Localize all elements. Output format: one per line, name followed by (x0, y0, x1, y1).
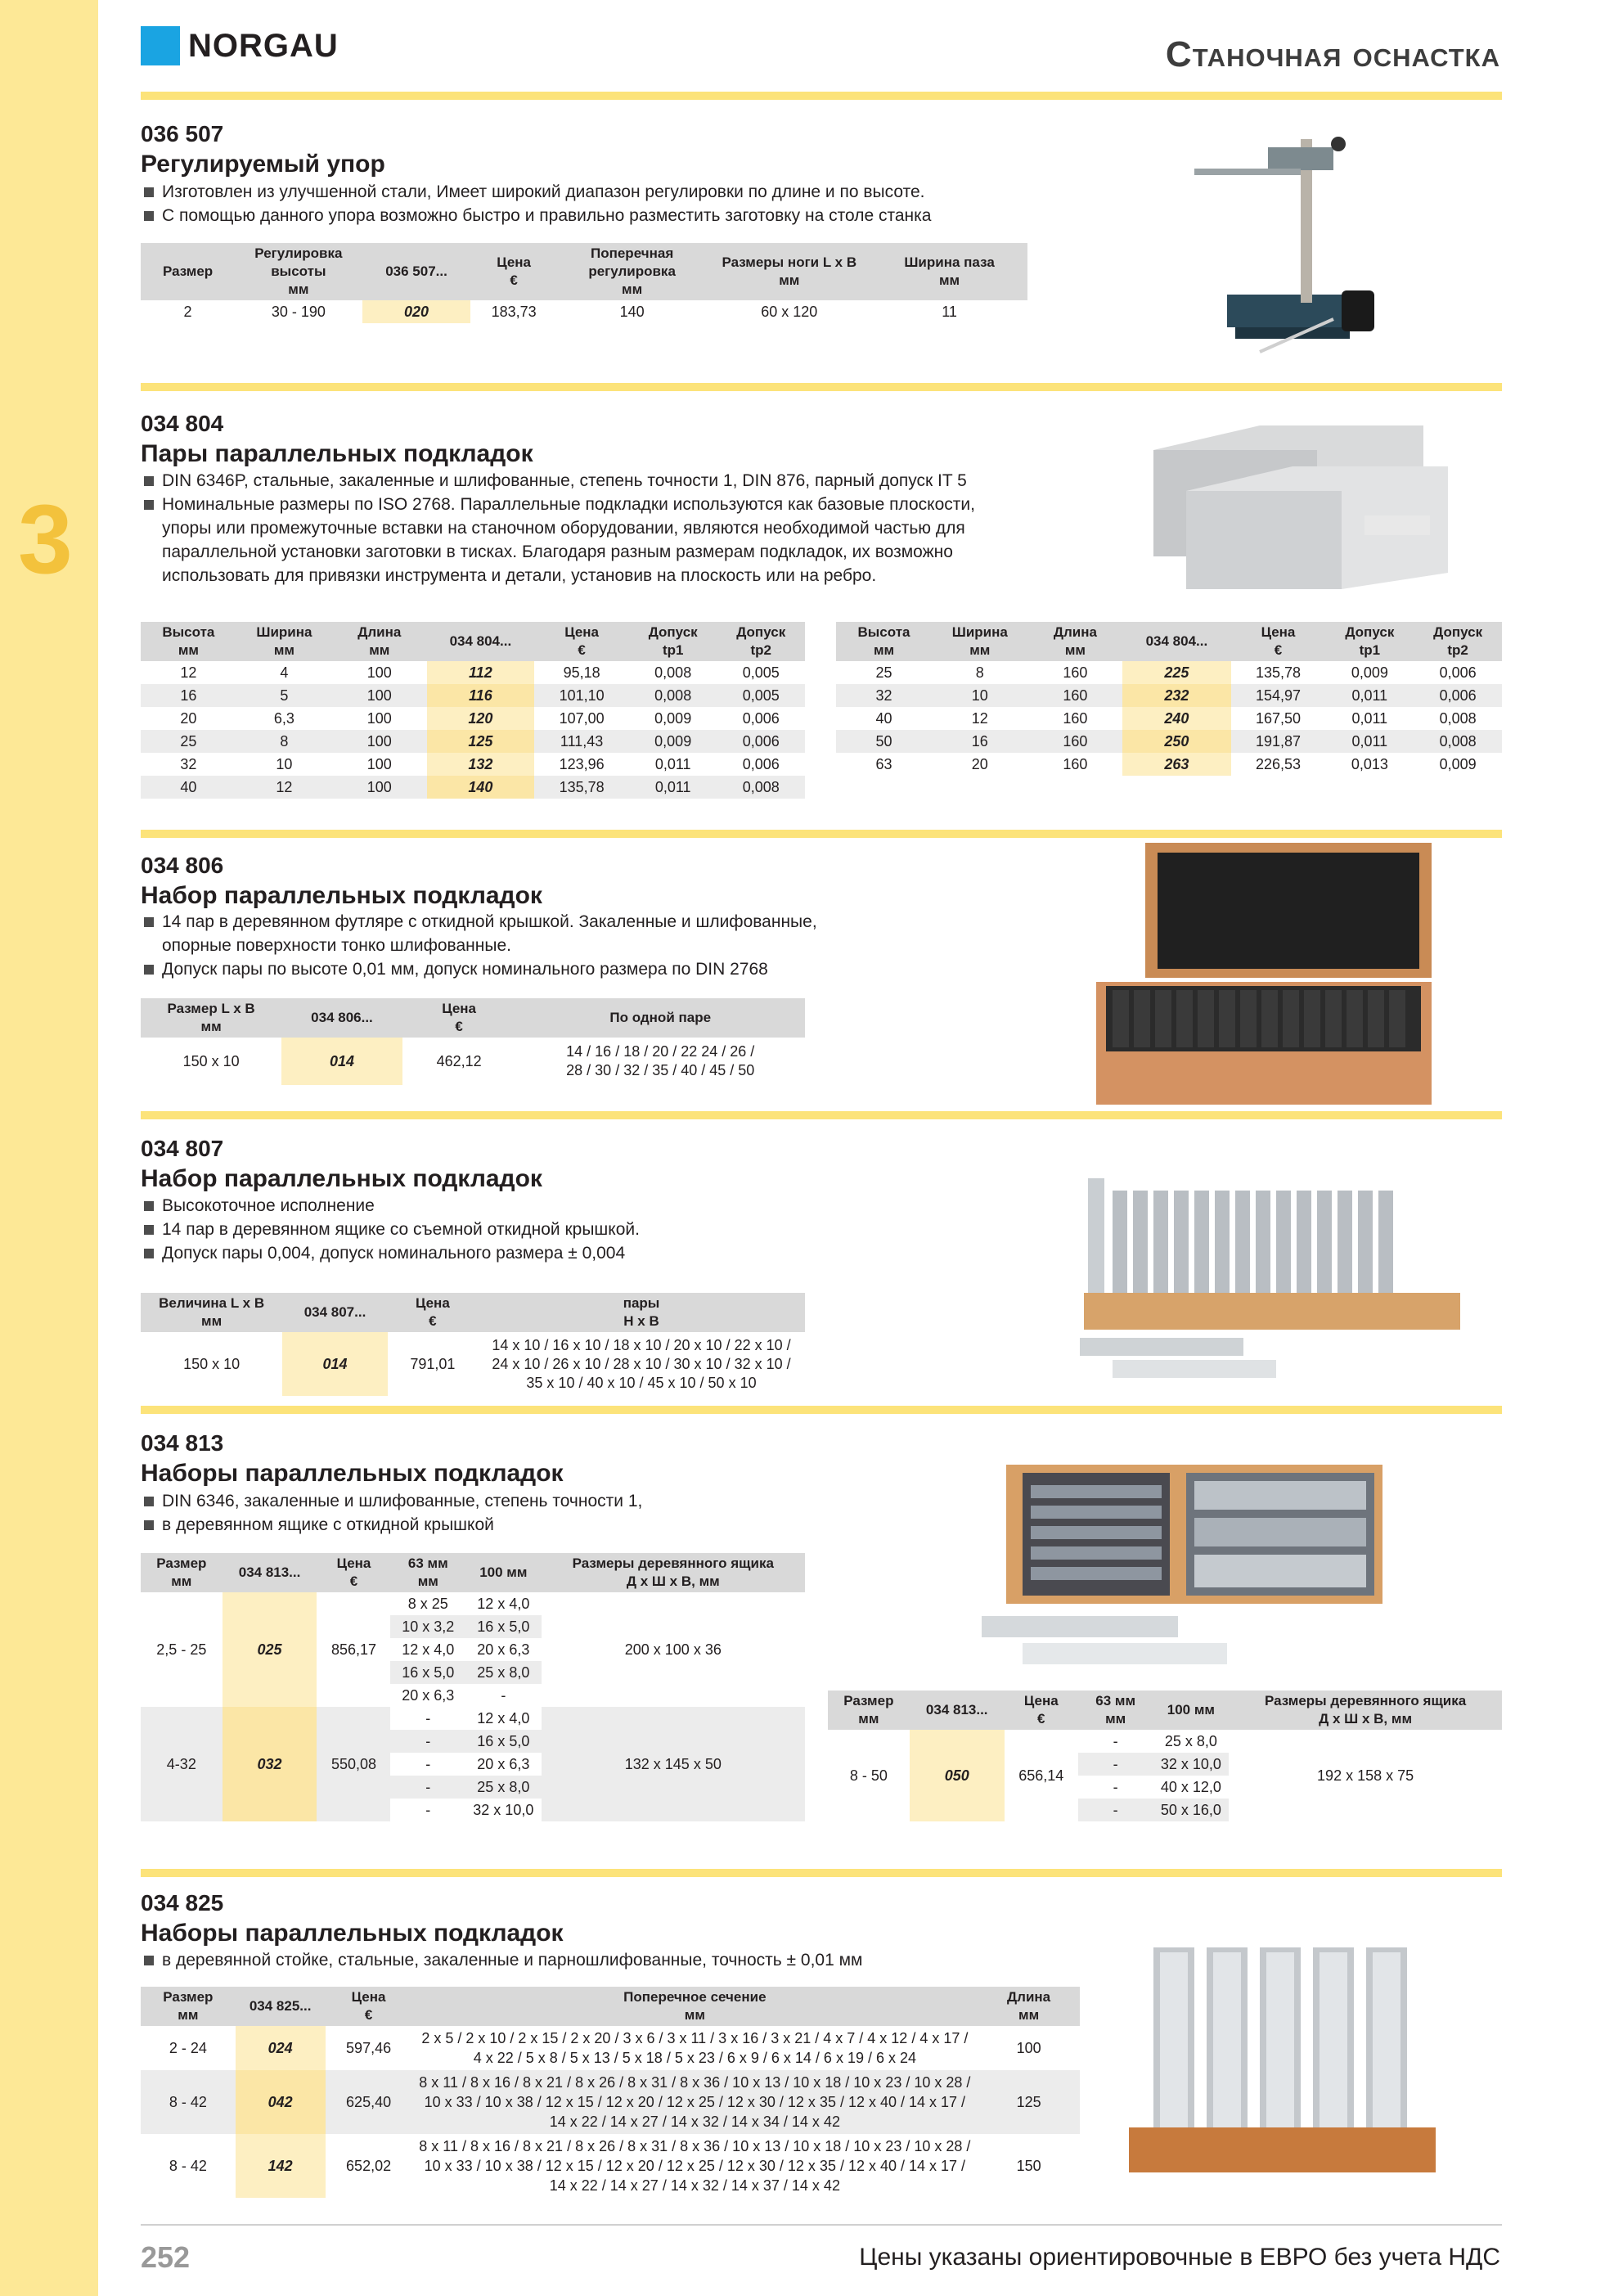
table-cell: 154,97 (1231, 684, 1326, 707)
table-cell: 101,10 (534, 684, 629, 707)
bullet: С помощью данного упора возможно быстро и правильно разместить заготовку на столе станка (141, 204, 931, 227)
bullet: Изготовлен из улучшенной стали, Имеет широкий диапазон регулировки по длине и по высоте. (141, 180, 931, 204)
col-header: Цена € (470, 243, 556, 300)
spec-table: Размер L x B мм 034 806... Цена € По одной паре 150 x 10 014 462,12 14 / 16 / 18 / 20 / 22 24 / 26 / 28 / 30 / 32 / 35 / 40 / 45 / 50 (141, 998, 805, 1085)
table-cell: 5 (236, 684, 332, 707)
bullet: Высокоточное исполнение (141, 1194, 640, 1218)
table-cell: 40 (141, 776, 236, 799)
table-row (141, 684, 805, 707)
table-cell: 0,008 (629, 684, 717, 707)
separator (141, 1406, 1502, 1414)
table-cell: 263 (1122, 753, 1230, 776)
product-bullets (141, 1194, 640, 1265)
table-cell: 0,011 (654, 755, 691, 772)
table-cell: 0,008 (654, 664, 692, 681)
table-cell: 2,5 - 25 (156, 1641, 207, 1658)
table-cell: 100 (332, 684, 426, 707)
table-row (836, 707, 1502, 730)
table-cell: - (390, 1707, 465, 1730)
table-cell: 95,18 (563, 664, 600, 681)
col-header: Ширина паза мм (871, 243, 1027, 300)
product-sku: 034 807 (141, 1136, 224, 1161)
table-cell: 116 (427, 684, 535, 707)
table-cell: 16 (141, 684, 236, 707)
table-cell: 25 (141, 730, 236, 753)
product-sku: 034 813 (141, 1430, 224, 1456)
table-cell: - (1078, 1753, 1153, 1776)
table-cell: 125 (427, 730, 535, 753)
product-title: Наборы параллельных подкладок (141, 1920, 564, 1947)
col-header: 036 507... (362, 243, 471, 300)
table-cell: 25 x 8,0 (1153, 1730, 1230, 1753)
table-cell: 191,87 (1231, 730, 1326, 753)
table-cell: 63 (875, 755, 892, 772)
table-cell: 4-32 (141, 1707, 223, 1821)
table-cell: 160 (1028, 730, 1123, 753)
bullet: DIN 6346, закаленные и шлифованные, степень точности 1, (141, 1489, 642, 1513)
bullet: 14 пар в деревянном футляре с откидной крышкой. Закаленные и шлифованные, (141, 910, 817, 934)
table-row (141, 661, 805, 684)
product-title: Наборы параллельных подкладок (141, 1460, 564, 1487)
table-cell: 160 (1063, 709, 1088, 727)
table-cell: 625,40 (326, 2070, 412, 2134)
footer-note: Цены указаны ориентировочные в ЕВРО без учета НДС (859, 2244, 1500, 2271)
table-cell: 042 (236, 2070, 326, 2134)
table-cell: 10 x 3,2 (390, 1615, 465, 1638)
table-cell: 32 (836, 684, 932, 707)
case-set-photo (1088, 835, 1432, 1105)
spec-table: Величина L x B мм 034 807... Цена € пары H x B 150 x 10 014 791,01 14 x 10 / 16 x 10 / 18 x 10 / 20 x 10 / 22 x 10 / 24 x 10 / 26 x 10 / 28 x 10 / 30 x 10 / 32 x 10 / 35 x 10 / 40 x 10 / 45 x 10 / 50 x 10 (141, 1293, 805, 1396)
table-cell: 8 - 42 (141, 2070, 236, 2134)
product-bullets (141, 180, 931, 227)
col-header: Регулировка высоты мм (235, 243, 362, 300)
separator (141, 92, 1502, 100)
table-cell: 8 (236, 730, 332, 753)
section-title: Станочная оснастка (1165, 34, 1500, 74)
bullet: Номинальные размеры по ISO 2768. Параллельные подкладки используются как базовые плоскости, (141, 493, 975, 516)
table-cell: - (1078, 1730, 1153, 1753)
table-cell: 20 x 6,3 (465, 1753, 542, 1776)
brand-logo (141, 26, 339, 65)
table-cell: 100 (332, 776, 426, 799)
table-cell: 50 x 16,0 (1153, 1799, 1230, 1821)
chapter-number: 3 (18, 484, 73, 594)
table-cell: 0,009 (629, 730, 717, 753)
logo-text: NORGAU (188, 27, 339, 64)
table-cell: 0,008 (717, 776, 805, 799)
table-cell: 856,17 (330, 1641, 376, 1658)
table-cell: 8 - 50 (849, 1767, 888, 1784)
table-cell: 12 x 4,0 (465, 1707, 542, 1730)
product-title: Набор параллельных подкладок (141, 1165, 542, 1192)
table-cell: 200 x 100 x 36 (624, 1641, 722, 1658)
table-cell: 050 (910, 1730, 1005, 1821)
table-row: 150 x 10 014 791,01 14 x 10 / 16 x 10 / 18 x 10 / 20 x 10 / 22 x 10 / 24 x 10 / 26 x 10 / 28 x 10 / 30 x 10 / 32 x 10 / 35 x 10 / 40 x 10 / 45 x 10 / 50 x 10 (141, 1332, 805, 1396)
table-row (141, 753, 805, 776)
table-cell: 160 (1028, 684, 1123, 707)
table-cell: 20 x 6,3 (465, 1638, 542, 1661)
table-row (141, 730, 805, 753)
table-cell: 0,006 (1414, 684, 1502, 707)
table-cell: 8 x 11 / 8 x 16 / 8 x 21 / 8 x 26 / 8 x 31 / 8 x 36 / 10 x 13 / 10 x 18 / 10 x 23 / 10 x 28 / 10 x 33 / 10 x 38 / 12 x 15 / 12 x 20 / 12 x 25 / 12 x 30 / 12 x 35 / 12 x 40 / 14 x 17 / 14 x 22 / 14 x 27 / 14 x 32 / 14 x 34 / 14 x 42 (412, 2070, 978, 2134)
table-cell: 8 - 42 (169, 2157, 207, 2174)
bullet-continuation: использовать для привязки инструмента и детали, установив на плоскость или на ребро. (162, 566, 877, 585)
col-header: Поперечная регулировка мм (557, 243, 708, 300)
table-cell: 135,78 (1255, 664, 1302, 681)
table-cell: 0,005 (717, 684, 805, 707)
table-cell: 50 (836, 730, 932, 753)
chapter-sidebar (0, 0, 98, 2296)
table-row (836, 661, 1502, 684)
table-cell: 32 (180, 755, 197, 772)
table-cell: 16 (932, 730, 1028, 753)
table-row (141, 2070, 1080, 2134)
table-row (141, 1592, 805, 1615)
table-row (141, 2134, 1080, 2198)
table-cell: - (390, 1799, 465, 1821)
table-cell: 25 (875, 664, 892, 681)
separator (141, 1869, 1502, 1877)
table-cell: 142 (236, 2134, 326, 2198)
spec-table-left: Размер мм 034 813... Цена € 63 мм мм 100 мм Размеры деревянного ящика Д x Ш x В, мм 2,5 - 25 025 856,17 8 x 25 12 x 4,0 200 x 100 x 36 10 x 3,2 16 x 5,0 12 x 4,0 20 x 6,3 16 x 5,0 25 x 8,0 20 x 6,3 - 4-32 032 550,08 - 12 x 4,0 132 x 145 x 50 - 16 x 5,0 - 20 x 6,3 - 25 x 8,0 - 32 x 10,0 (141, 1553, 805, 1821)
table-cell: 20 (180, 709, 197, 727)
table-cell: 111,43 (534, 730, 629, 753)
table-cell: 550,08 (317, 1707, 390, 1821)
table-row (141, 707, 805, 730)
table-cell: 10 (276, 755, 293, 772)
bullet: Допуск пары по высоте 0,01 мм, допуск номинального размера по DIN 2768 (141, 957, 817, 981)
table-cell: 25 x 8,0 (465, 1776, 542, 1799)
table-cell: 225 (1122, 661, 1230, 684)
product-bullets (141, 910, 817, 981)
table-cell: - (1078, 1776, 1153, 1799)
table-cell: 135,78 (534, 776, 629, 799)
table-cell: 160 (1063, 664, 1088, 681)
bullet-continuation: опорные поверхности тонко шлифованные. (162, 936, 511, 955)
table-cell: 100 (366, 664, 392, 681)
product-sku: 034 804 (141, 411, 224, 436)
product-sku: 034 825 (141, 1890, 224, 1916)
table-cell: 40 x 12,0 (1153, 1776, 1230, 1799)
table-cell: 6,3 (273, 709, 294, 727)
stand-set-photo (1129, 1931, 1448, 2177)
box-set-photo (973, 1448, 1399, 1669)
spec-table: Размер мм 034 825... Цена € Поперечное сечение мм Длина мм 2 - 24 024 597,46 2 x 5 / 2 x 10 / 2 x 15 / 2 x 20 / 3 x 6 / 3 x 11 / 3 x 16 / 3 x 21 / 4 x 7 / 4 x 12 / 4 x 17 / 4 x 22 / 5 x 8 / 5 x 13 / 5 x 18 / 5 x 23 / 6 x 9 / 6 x 14 / 6 x 19 / 6 x 24 100 8 - 42 042 625,40 8 x 11 / 8 x 16 / 8 x 21 / 8 x 26 / 8 x 31 / 8 x 36 / 10 x 13 / 10 x 18 / 10 x 23 / 10 x 28 / 10 x 33 / 10 x 38 / 12 x 15 / 12 x 20 / 12 x 25 / 12 x 30 / 12 x 35 / 12 x 40 / 14 x 17 / 14 x 22 / 14 x 27 / 14 x 32 / 14 x 34 / 14 x 42 125 8 - 42 142 652,02 8 x 11 / 8 x 16 / 8 x 21 / 8 x 26 / 8 x 31 / 8 x 36 / 10 x 13 / 10 x 18 / 10 x 23 / 10 x 28 / 10 x 33 / 10 x 38 / 12 x 15 / 12 x 20 / 12 x 25 / 12 x 30 / 12 x 35 / 12 x 40 / 14 x 17 / 14 x 22 / 14 x 27 / 14 x 32 / 14 x 37 / 14 x 42 150 (141, 1987, 1080, 2198)
table-row (828, 1730, 1502, 1753)
table-cell: 12 (971, 709, 988, 727)
precision-set-photo (1063, 1170, 1472, 1391)
product-bullets (141, 469, 975, 588)
table-cell: 8 (975, 664, 984, 681)
col-header: Размеры ноги L x B мм (707, 243, 871, 300)
spec-table-right: Высота мм Ширина мм Длина мм 034 804... Цена € Допуск tp1 Допуск tp2 25 8 160 225 135,78 0,009 0,006 32 10 160 232 154,97 0,011 0,006 40 12 160 240 167,50 0,011 0,008 50 16 160 250 191,87 0,011 0,008 63 20 160 263 226,53 0,013 0,009 (836, 622, 1502, 776)
logo-square-icon (141, 26, 180, 65)
spec-table-left: Высота мм Ширина мм Длина мм 034 804... Цена € Допуск tp1 Допуск tp2 12 4 100 112 95,18 0,008 0,005 16 5 100 116 101,10 0,008 0,005 20 6,3 100 120 107,00 0,009 0,006 25 8 100 125 111,43 0,009 0,006 32 10 100 132 123,96 0,011 0,006 40 12 100 140 135,78 0,011 0,008 (141, 622, 805, 799)
spec-table-right: Размер мм 034 813... Цена € 63 мм мм 100 мм Размеры деревянного ящика Д x Ш x В, мм 8 - 50 050 656,14 - 25 x 8,0 192 x 158 x 75 - 32 x 10,0 - 40 x 12,0 - 50 x 16,0 (828, 1690, 1502, 1821)
bullet-continuation: упоры или промежуточные вставки на станочном оборудовании, являются необходимой частью для (162, 519, 965, 538)
table-cell: 112 (427, 661, 535, 684)
table-cell: 0,009 (654, 709, 692, 727)
table-row: 150 x 10 014 462,12 14 / 16 / 18 / 20 / 22 24 / 26 / 28 / 30 / 32 / 35 / 40 / 45 / 50 (141, 1038, 805, 1085)
table-cell: 140 (427, 776, 535, 799)
table-cell: 12 x 4,0 (390, 1638, 465, 1661)
table-cell: 12 (236, 776, 332, 799)
table-cell: 32 x 10,0 (1153, 1753, 1230, 1776)
table-row (141, 1707, 805, 1730)
bullet: в деревянном ящике с откидной крышкой (141, 1513, 642, 1537)
page-number: 252 (141, 2240, 191, 2274)
table-cell: 120 (427, 707, 535, 730)
table-cell: 240 (1122, 707, 1230, 730)
table-cell: 2 x 5 / 2 x 10 / 2 x 15 / 2 x 20 / 3 x 6 / 3 x 11 / 3 x 16 / 3 x 21 / 4 x 7 / 4 x 12 / 4 x 17 / 4 x 22 / 5 x 8 / 5 x 13 / 5 x 18 / 5 x 23 / 6 x 9 / 6 x 14 / 6 x 19 / 6 x 24 (421, 2030, 969, 2066)
table-cell: 4 (280, 664, 289, 681)
table-cell: 0,005 (742, 664, 780, 681)
table-cell: 0,006 (1439, 664, 1477, 681)
table-cell: 0,008 (1414, 730, 1502, 753)
table-cell: 652,02 (346, 2157, 392, 2174)
table-cell: 123,96 (559, 755, 605, 772)
table-cell: 100 (366, 709, 392, 727)
table-cell: 250 (1122, 730, 1230, 753)
table-cell: 132 x 145 x 50 (542, 1707, 805, 1821)
parallel-pair-photo (1145, 417, 1456, 597)
table-row (141, 776, 805, 799)
product-title: Регулируемый упор (141, 151, 385, 178)
table-cell: 192 x 158 x 75 (1317, 1767, 1414, 1784)
table-cell: 0,011 (1325, 730, 1414, 753)
table-cell: 132 (427, 753, 535, 776)
product-sku: 034 806 (141, 853, 224, 878)
table-row (836, 753, 1502, 776)
table-cell: 150 (1016, 2157, 1041, 2174)
table-cell: 100 (366, 755, 392, 772)
sidebar-divider (98, 0, 113, 2296)
product-sku: 036 507 (141, 121, 224, 146)
table-cell: 656,14 (1018, 1767, 1064, 1784)
table-cell: 232 (1122, 684, 1230, 707)
adjustable-stop-photo (1178, 123, 1391, 385)
table-cell: 0,011 (1351, 709, 1388, 727)
spec-table (141, 243, 1027, 323)
table-cell: - (465, 1684, 542, 1707)
table-cell: 597,46 (346, 2039, 392, 2056)
table-cell: 100 (1016, 2039, 1041, 2056)
table-cell: 0,011 (629, 776, 717, 799)
table-cell: 32 x 10,0 (465, 1799, 542, 1821)
product-title: Набор параллельных подкладок (141, 882, 542, 909)
bullet-continuation: параллельной установки заготовки в тисках. Благодаря разным размерам подкладок, их возможно (162, 542, 953, 561)
table-row (836, 684, 1502, 707)
table-cell: 107,00 (559, 709, 605, 727)
table-cell: 2 - 24 (169, 2039, 207, 2056)
table-row: 2 30 - 190 020 183,73 140 60 x 120 11 (141, 300, 1027, 323)
table-cell: 100 (332, 730, 426, 753)
col-header: Размер (141, 243, 235, 300)
table-cell: 25 x 8,0 (465, 1661, 542, 1684)
table-cell: 0,008 (1439, 709, 1477, 727)
table-row (141, 2026, 1080, 2070)
footer-divider (141, 2224, 1502, 2226)
table-cell: 0,006 (742, 755, 780, 772)
product-bullets (141, 1948, 863, 1972)
product-bullets (141, 1489, 642, 1537)
table-cell: 20 (971, 755, 988, 772)
table-cell: 12 x 4,0 (465, 1592, 542, 1615)
separator (141, 1111, 1502, 1119)
table-cell: 0,009 (1439, 755, 1477, 772)
bullet: в деревянной стойке, стальные, закаленные и парношлифованные, точность ± 0,01 мм (141, 1948, 863, 1972)
table-cell: 125 (978, 2070, 1080, 2134)
table-cell: - (390, 1753, 465, 1776)
table-cell: 024 (236, 2026, 326, 2070)
separator (141, 383, 1502, 391)
table-cell: 167,50 (1255, 709, 1302, 727)
table-cell: 0,013 (1351, 755, 1388, 772)
table-cell: 0,011 (1325, 684, 1414, 707)
table-cell: 160 (1063, 755, 1088, 772)
table-cell: 16 x 5,0 (465, 1730, 542, 1753)
table-cell: 40 (875, 709, 892, 727)
bullet: 14 пар в деревянном ящике со съемной откидной крышкой. (141, 1218, 640, 1241)
table-cell: 20 x 6,3 (390, 1684, 465, 1707)
table-cell: 032 (223, 1707, 317, 1821)
table-cell: 10 (932, 684, 1028, 707)
table-row (836, 730, 1502, 753)
table-cell: 226,53 (1255, 755, 1302, 772)
table-cell: - (390, 1730, 465, 1753)
table-cell: - (390, 1776, 465, 1799)
table-cell: 16 x 5,0 (390, 1661, 465, 1684)
table-cell: 12 (180, 664, 197, 681)
table-cell: 0,006 (717, 730, 805, 753)
table-cell: 8 x 25 (390, 1592, 465, 1615)
bullet: DIN 6346P, стальные, закаленные и шлифованные, степень точности 1, DIN 876, парный допуск IT 5 (141, 469, 975, 493)
table-cell: 0,009 (1351, 664, 1388, 681)
bullet: Допуск пары 0,004, допуск номинального размера ± 0,004 (141, 1241, 640, 1265)
table-cell: 8 x 11 / 8 x 16 / 8 x 21 / 8 x 26 / 8 x 31 / 8 x 36 / 10 x 13 / 10 x 18 / 10 x 23 / 10 x 28 / 10 x 33 / 10 x 38 / 12 x 15 / 12 x 20 / 12 x 25 / 12 x 30 / 12 x 35 / 12 x 40 / 14 x 17 / 14 x 22 / 14 x 27 / 14 x 32 / 14 x 37 / 14 x 42 (419, 2138, 971, 2194)
product-title: Пары параллельных подкладок (141, 440, 533, 467)
table-cell: 0,006 (742, 709, 780, 727)
table-cell: 16 x 5,0 (465, 1615, 542, 1638)
table-cell: 025 (223, 1592, 317, 1707)
table-cell: - (1078, 1799, 1153, 1821)
